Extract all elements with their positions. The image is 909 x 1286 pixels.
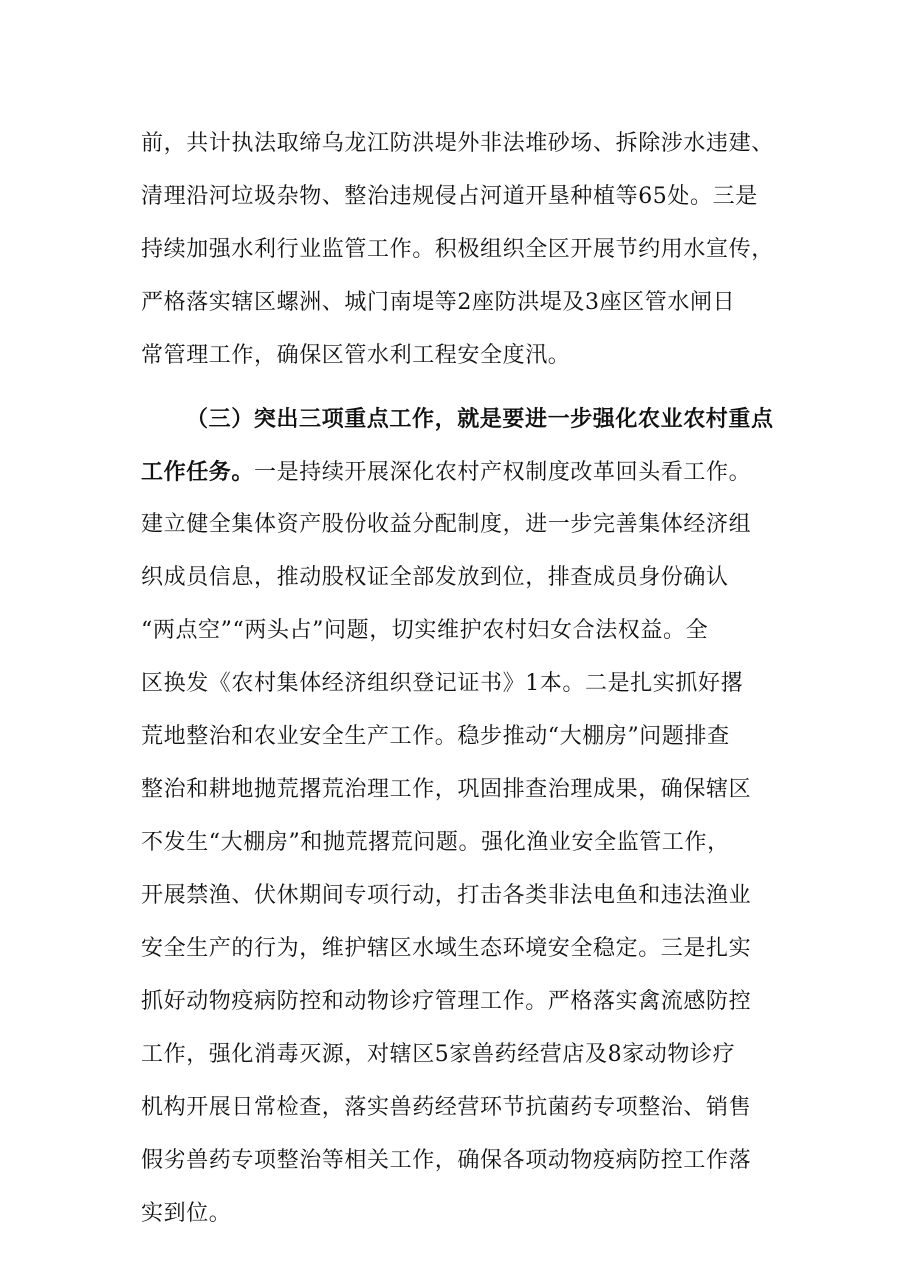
section-heading-line-2: [141, 458, 751, 487]
paragraph2-line-11: 工作，强化消毒灭源，对辖区5家兽药经营店及8家动物诊疗: [141, 1042, 736, 1067]
section-heading-bold-tail: 工作任务。: [141, 459, 255, 485]
paragraph1-line-5: 常管理工作，确保区管水利工程安全度汛。: [141, 343, 571, 368]
paragraph2-line-9: 安全生产的行为，维护辖区水域生态环境安全稳定。三是扎实: [141, 936, 752, 961]
paragraph2-line-10: 抓好动物疫病防控和动物诊疗管理工作。严格落实禽流感防控: [141, 989, 752, 1014]
paragraph2-line-6: 整治和耕地抛荒撂荒治理工作，巩固排查治理成果，确保辖区: [141, 777, 752, 802]
paragraph2-line-2: 织成员信息，推动股权证全部发放到位，排查成员身份确认: [141, 565, 729, 590]
paragraph1-line-4: 严格落实辖区螺洲、城门南堤等2座防洪堤及3座区管水闸日: [141, 290, 736, 315]
paragraph2-line-8: 开展禁渔、伏休期间专项行动，打击各类非法电鱼和违法渔业: [141, 883, 752, 908]
paragraph1-line-3: 持续加强水利行业监管工作。积极组织全区开展节约用水宣传，: [141, 237, 774, 262]
paragraph2-line-1: 建立健全集体资产股份收益分配制度，进一步完善集体经济组: [141, 512, 752, 537]
section-heading-line-1: （三）突出三项重点工作，就是要进一步强化农业农村重点: [186, 406, 774, 432]
paragraph2-line-7: 不发生“大棚房”和抛荒撂荒问题。强化渔业安全监管工作，: [141, 830, 730, 855]
paragraph2-line-14: 实到位。: [141, 1201, 232, 1226]
paragraph2-line-13: 假劣兽药专项整治等相关工作，确保各项动物疫病防控工作落: [141, 1148, 752, 1173]
paragraph2-line-12: 机构开展日常检查，落实兽药经营环节抗菌药专项整治、销售: [141, 1095, 752, 1120]
paragraph1-line-1: 前，共计执法取缔乌龙江防洪堤外非法堆砂场、拆除涉水违建、: [141, 131, 774, 156]
section-heading-rest: 一是持续开展深化农村产权制度改革回头看工作。: [254, 460, 752, 485]
paragraph2-line-3: “两点空”“两头占”问题，切实维护农村妇女合法权益。全: [141, 618, 709, 643]
paragraph2-line-4: 区换发《农村集体经济组织登记证书》1本。二是扎实抓好撂: [141, 671, 744, 696]
paragraph2-line-5: 荒地整治和农业安全生产工作。稳步推动“大棚房”问题排查: [141, 724, 730, 749]
paragraph1-line-2: 清理沿河垃圾杂物、整治违规侵占河道开垦种植等65处。三是: [141, 184, 758, 209]
